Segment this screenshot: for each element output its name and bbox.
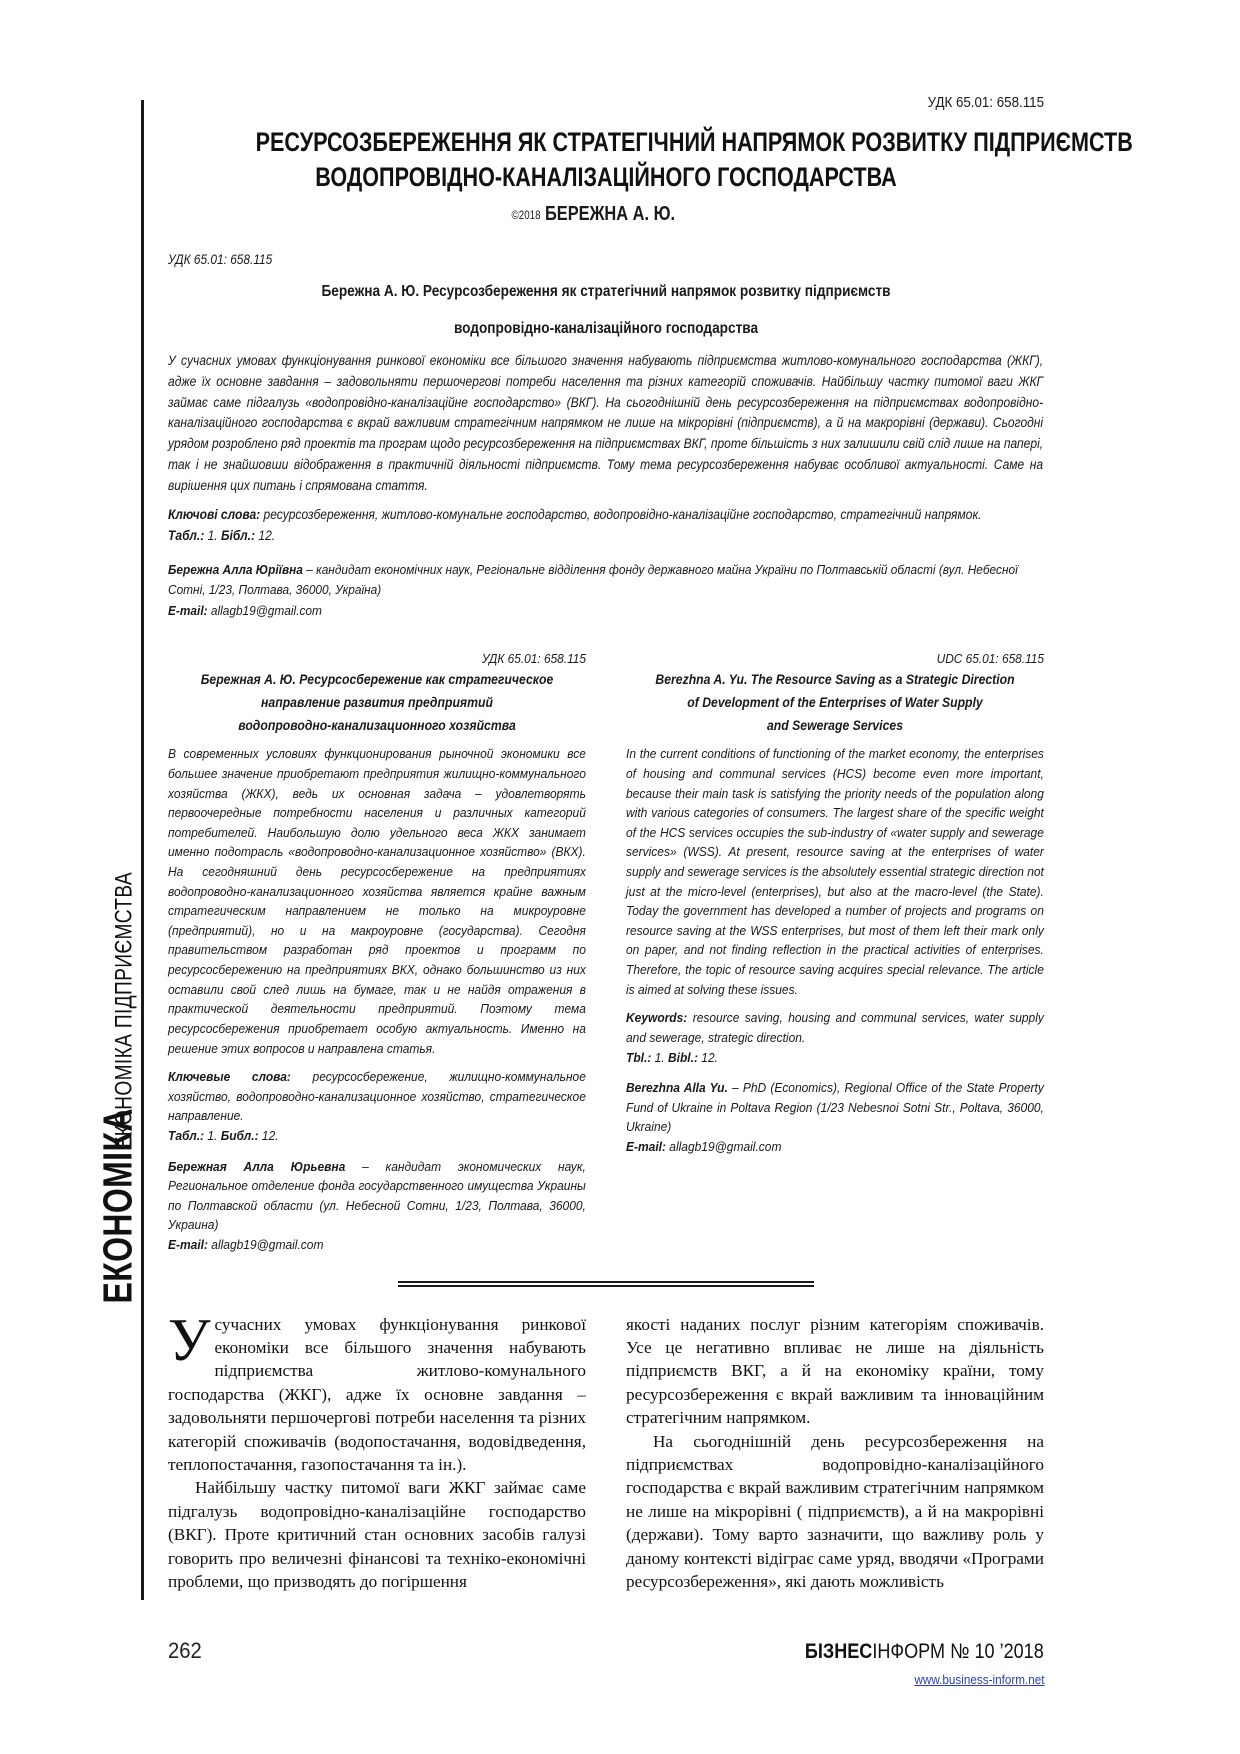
page-number: 262 [168,1638,202,1663]
journal-issue: ІНФОРМ № 10 ’2018 [872,1640,1044,1663]
header-udc: УДК 65.01: 658.115 [927,95,1044,111]
bio-name-uk: Бережна Алла Юріївна [168,561,303,577]
bibl-value-en: 12. [697,1049,718,1065]
abstract-uk-title-line1: Бережна А. Ю. Ресурсозбереження як стратегічний напрямок розвитку підприємств [321,283,891,301]
abstract-uk-keywords [168,505,1043,547]
abstract-ru-body: В современных условиях функционирования рыночной экономики все большее значение приобретают предприятия жилищно-коммунального хозяйства (ЖКХ), ведь их основная задача – удовлетворять первоочередные потребности населения и различных категорий потребителей. Наибольшую долю удельного веса ЖКХ занимает именно подотрасль «водопроводно-канализационное хозяйство» (ВКХ). На сегодняшний день ресурсосбережение на предприятиях водопроводно-канализационного хозяйства является крайне важным стратегическим направлением не только на микроуровне (предприятий), но и на макроуровне (государства). Сегодня правительством разработан ряд проектов и программ по ресурсосбережению на предприятиях ВКХ, однако большинство из них оставили свой след лишь на бумаге, так и не найдя отражения в практической деятельности предприятий. Поэтому тема ресурсосбережения приобретает особую актуальность. Именно на решение этих вопросов и направлена статья. [168,746,586,1056]
abstract-ru [168,651,586,1254]
page-title-line1: РЕСУРСОЗБЕРЕЖЕННЯ ЯК СТРАТЕГІЧНИЙ НАПРЯМОК РОЗВИТКУ ПІДПРИЄМСТВ [255,127,1133,157]
abstract-en-title-line2: of Development of the Enterprises of Water Supply [687,695,983,711]
email-value-uk: allagb19@gmail.com [207,602,322,618]
abstract-uk-body: У сучасних умовах функціонування ринкової економіки все більшого значення набувають підприємства житлово-комунального господарства (ЖКГ), адже їх основне завдання – задовольняти першочергові потреби населення та різних категорій споживачів. Найбільшу частку питомої ваги ЖКГ займає саме підгалузь «водопровідно-каналізаційне господарство» (ВКГ). На сьогоднішній день ресурсозбереження на підприємствах водопровідно-каналізаційного господарства є вкрай важливим стратегічним напрямком не лише на мікрорівні (підприємств), а й на макрорівні (держави). Сьогодні урядом розроблено ряд проектів та програм щодо ресурсозбереження на підприємствах ВКГ, проте більшість з них залишили свій слід лише на папері, так і не знайшовши відображення в практичній діяльності підприємств. Тому тема ресурсозбереження набуває особливої актуальності. Саме на вирішення цих питань і спрямована стаття. [168,353,1044,493]
abstract-ru-udc: УДК 65.01: 658.115 [481,651,586,667]
body-paragraph: На сьогоднішній день ресурсозбереження на підприємствах водопровідно-каналізаційного господарства є вкрай важливим стратегічним напрямком не лише на мікрорівні ( підприємств), а й на макрорівні (держави). Тому варто зазначити, що важливу роль у даному контексті відіграє саме уряд, вводячи «Програми ресурсозбереження», які дають можливість [626,1431,1044,1591]
journal-website-link[interactable]: www.business-inform.net [913,1672,1044,1687]
tabl-label-uk: Табл.: [168,528,205,544]
section-divider [398,1281,814,1287]
abstract-ru-title-line3: водопроводно-канализационного хозяйства [238,718,516,734]
page-footer [168,1638,1044,1689]
bio-text-en: – PhD (Economics), Regional Office of the State Property Fund of Ukraine in Poltava Region (1/23 Nebesnoi Sotni Str., Poltava, 36000, Ukraine) [626,1080,1044,1135]
email-label-uk: E-mail: [168,602,208,618]
bibl-value-ru: 12. [258,1127,279,1143]
tabl-label-en: Tbl.: [626,1049,652,1065]
journal-title [805,1640,1044,1664]
abstract-en [626,651,1044,1254]
keywords-value-uk: ресурсозбереження, житлово-комунальне господарство, водопровідно-каналізаційне господарство, стратегічний напрямок. [260,507,982,523]
abstract-uk [168,252,1044,621]
tabl-value-uk: 1. [204,528,221,544]
bibl-label-uk: Бібл.: [220,528,256,544]
abstract-ru-title-line2: направление развития предприятий [261,695,493,711]
bio-text-uk: – кандидат економічних наук, Регіональне відділення фонду державного майна України по Полтавській області (вул. Небесної Сотні, 1/23, Полтава, 36000, Україна) [168,561,1018,598]
tabl-value-en: 1. [651,1049,668,1065]
abstract-uk-bio [168,560,1043,621]
keywords-value-ru: ресурсосбережение, жилищно-коммунальное хозяйство, водопроводно-канализационное хозяйство, стратегическое направление. [168,1069,586,1124]
article-body [168,1306,1044,1594]
abstract-uk-udc: УДК 65.01: 658.115 [168,252,273,268]
body-column-left [168,1306,586,1594]
abstract-en-title-line3: and Sewerage Services [766,718,904,734]
body-paragraph [168,1306,586,1477]
abstract-en-udc: UDC 65.01: 658.115 [936,651,1044,667]
abstract-en-title-line1: Berezhna A. Yu. The Resource Saving as a Strategic Direction [655,672,1015,688]
bio-name-ru: Бережная Алла Юрьевна [168,1158,346,1174]
journal-name-bold: БІЗНЕС [805,1640,873,1663]
abstract-en-bio [626,1078,1044,1156]
body-paragraph-text: сучасних умовах функціонування ринкової економіки все більшого значення набувають підприємства житлово-комунального господарства (ЖКГ), адже їх основне завдання – задовольняти першочергові потреби населення та різних категорій споживачів (водопостачання, водовідведення, теплопостачання, газопостачання та ін.). [168,1314,586,1474]
abstract-ru-keywords [168,1067,586,1145]
bibl-label-ru: Библ.: [220,1127,259,1143]
keywords-value-en: resource saving, housing and communal services, water supply and sewerage, strategic direction. [626,1010,1044,1045]
abstract-ru-title-line1: Бережная А. Ю. Ресурсосбережение как стратегическое [200,672,554,688]
drop-cap: У [168,1306,211,1373]
email-label-en: E-mail: [626,1138,666,1154]
section-sidebar [78,100,150,1600]
abstract-en-keywords [626,1008,1044,1067]
sidebar-vertical-text [95,224,142,1424]
body-paragraph: якості наданих послуг різним категоріям споживачів. Усе це негативно впливає не лише на діяльність підприємств ВКГ, а й на економіку країни, тому ресурсозбереження є вкрай важливим та інноваційним стратегічним напрямком. [626,1314,1044,1428]
sidebar-section-minor: ЕКОНОМІКА ПІДПРИЄМСТВА [110,871,138,1150]
bio-name-en: Berezhna Alla Yu. [626,1080,728,1096]
byline [168,203,1044,226]
article-content [168,95,1133,1593]
email-label-ru: E-mail: [168,1237,208,1252]
email-value-ru: allagb19@gmail.com [207,1237,324,1252]
keywords-label-uk: Ключові слова: [168,507,261,523]
email-value-en: allagb19@gmail.com [665,1138,782,1154]
bibl-value-uk: 12. [255,528,276,544]
copyright-mark: ©2018 [511,210,541,223]
bio-text-ru: – кандидат экономических наук, Региональное отделение фонда государственного имущества Украины по Полтавской области (ул. Небесной Сотни, 1/23, Полтава, 36000, Украина) [168,1158,586,1233]
abstract-columns [168,651,1044,1254]
tabl-label-ru: Табл.: [168,1127,205,1143]
keywords-label-ru: Ключевые слова: [168,1069,291,1085]
tabl-value-ru: 1. [204,1127,221,1143]
page-title-line2: ВОДОПРОВІДНО-КАНАЛІЗАЦІЙНОГО ГОСПОДАРСТВА [315,161,897,192]
abstract-ru-bio [168,1157,586,1255]
body-column-right [626,1313,1044,1594]
sidebar-section-major: ЕКОНОМІКА [94,1108,141,1304]
abstract-uk-title-line2: водопровідно-каналізаційного господарства [453,319,759,337]
keywords-label-en: Keywords: [626,1010,688,1026]
abstract-en-body: In the current conditions of functioning of the market economy, the enterprises of housing and communal services (HCS) become even more important, because their main task is satisfying the priority needs of the population along with various categories of consumers. The largest share of the specific weight of the HCS services occupies the sub-industry of «water supply and sewerage services» (WSS). At present, resource saving at the enterprises of water supply and sewerage services is the absolutely essential strategic direction not just at the micro-level (enterprises), but also at the macro-level (the State). Today the government has developed a number of projects and programs on resource saving at the WSS enterprises, but most of them left their mark only on paper, and not finding reflection in the practical activities of enterprises. Therefore, the topic of resource saving acquires special relevance. The article is aimed at solving these issues. [626,746,1044,997]
bibl-label-en: Bibl.: [667,1049,698,1065]
body-paragraph: Найбільшу частку питомої ваги ЖКГ займає саме підгалузь водопровідно-каналізаційне господарство (ВКГ). Проте критичний стан основних засобів галузі говорить про величезні фінансові та техніко-економічні проблеми, що призводять до погіршення [168,1478,586,1591]
author-name: БЕРЕЖНА А. Ю. [544,203,675,226]
